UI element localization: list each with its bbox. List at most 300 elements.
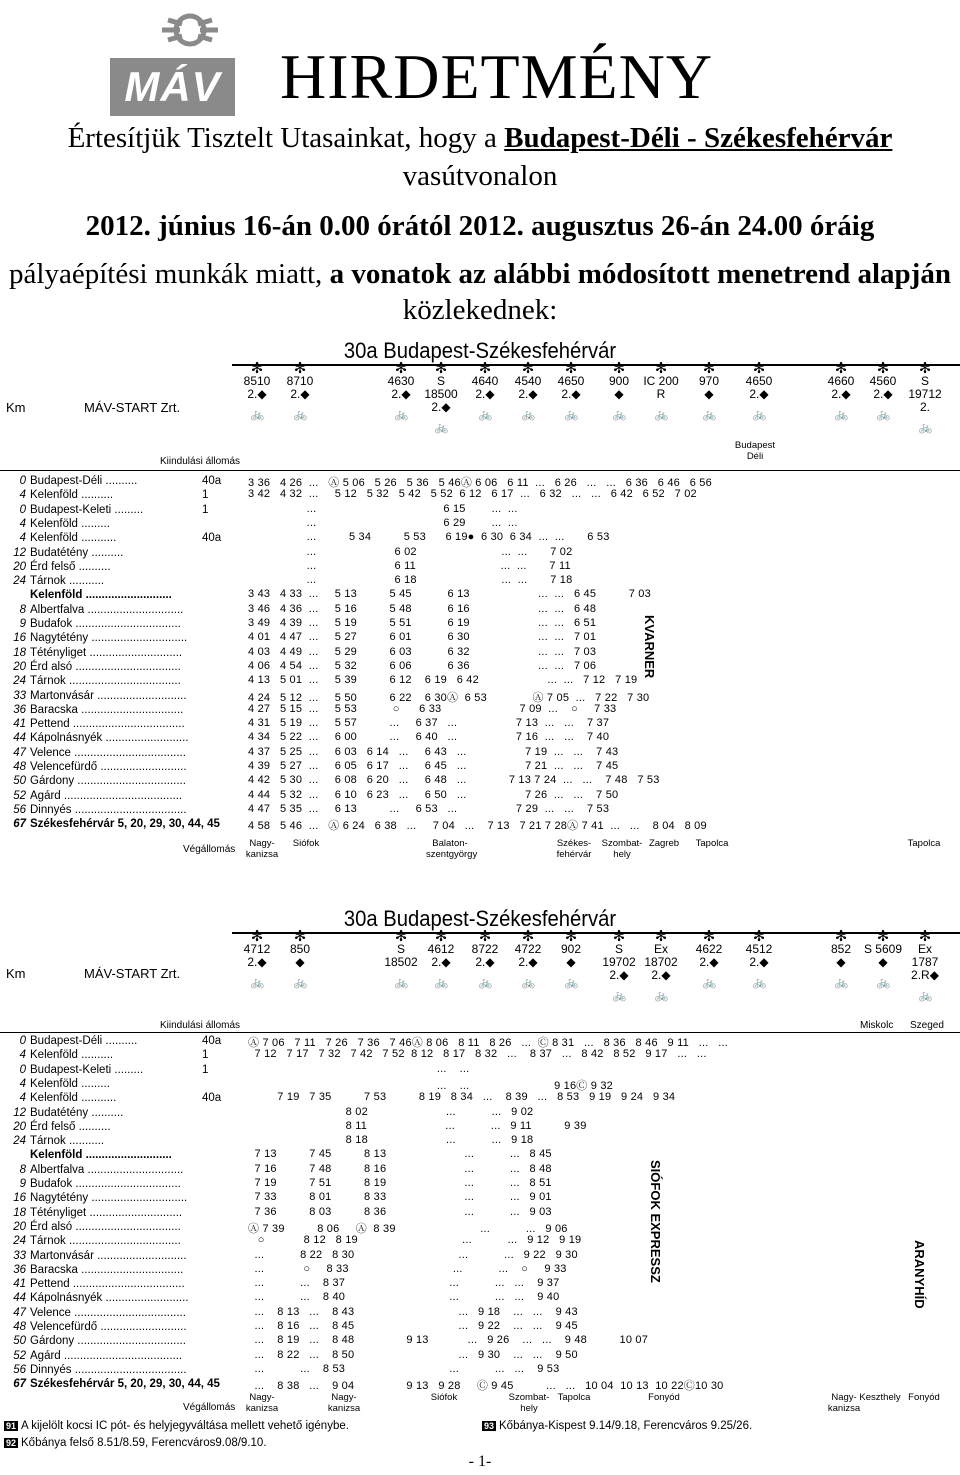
- destination: Nagy-kanizsa: [245, 838, 279, 860]
- station-row: [4, 517, 110, 531]
- snowflake-icon: ✻: [834, 360, 848, 377]
- station-name: Érd felső ..........: [30, 1120, 111, 1133]
- station-km: 24: [13, 675, 26, 688]
- train-header: [862, 362, 904, 422]
- train-class: 2.◆: [290, 387, 310, 401]
- bicycle-icon: 🚲: [876, 977, 890, 989]
- train-header: [279, 362, 321, 422]
- station-ref: 1: [202, 489, 209, 502]
- time-row: ... ... 8 37 ... ... ... 9 37: [248, 1277, 560, 1290]
- station-km: 36: [13, 703, 26, 716]
- train-header: [236, 362, 278, 422]
- train-number: 900: [608, 374, 630, 388]
- train-class: 2.◆: [749, 387, 769, 401]
- time-row: 7 16 7 48 8 16 ... ... 8 48: [248, 1162, 552, 1175]
- train-number: S 19712: [908, 374, 942, 401]
- table2-origin-szeged: Szeged: [910, 1020, 944, 1031]
- station-row: [4, 1191, 187, 1205]
- mav-wing-logo-icon: [160, 8, 220, 53]
- time-row: ... ○ 8 33 ... ... ○ 9 33: [248, 1262, 567, 1275]
- train-number: 4650: [557, 374, 585, 388]
- station-name: Agárd .....................................: [30, 789, 183, 802]
- time-row: ... ... 8 40 ... ... ... 9 40: [248, 1291, 560, 1304]
- train-header: [598, 362, 640, 422]
- station-row: [4, 1077, 110, 1091]
- snowflake-icon: ✻: [394, 360, 408, 377]
- station-name: Nagytétény ..............................: [30, 1192, 188, 1205]
- station-row: [4, 1277, 185, 1291]
- bicycle-icon: 🚲: [654, 990, 668, 1002]
- time-row: ... 6 02 ... ... 7 02: [248, 545, 573, 558]
- station-km: 4: [19, 532, 26, 545]
- table1-from-note: Budapest Déli: [734, 440, 776, 462]
- station-row: [4, 1377, 220, 1391]
- station-row: [4, 474, 222, 488]
- station-km: 47: [13, 1306, 26, 1319]
- train-header: [904, 930, 946, 1003]
- station-ref: 40a: [202, 475, 222, 487]
- station-km: 56: [13, 1363, 26, 1376]
- train-class: 2.R◆: [911, 968, 939, 982]
- train-header: [862, 930, 904, 990]
- train-class: 2.◆: [475, 955, 495, 969]
- bicycle-icon: 🚲: [394, 409, 408, 421]
- time-row: 7 36 8 03 8 36 ... ... 9 03: [248, 1205, 552, 1218]
- bicycle-icon: 🚲: [293, 977, 307, 989]
- reason-a: pályaépítési munkák miatt,: [9, 258, 323, 290]
- train-header: [738, 362, 780, 422]
- station-km: 0: [19, 475, 26, 487]
- train-header: [464, 362, 506, 422]
- snowflake-icon: ✻: [394, 928, 408, 945]
- bicycle-icon: 🚲: [478, 977, 492, 989]
- bicycle-icon: 🚲: [478, 409, 492, 421]
- station-row: [4, 646, 182, 660]
- time-row: ... 6 15 ... ...: [248, 502, 518, 515]
- station-row: [4, 588, 172, 602]
- time-row: ... 8 22 8 30 ... ... 9 22 9 30: [248, 1248, 578, 1261]
- destination: Zagreb: [648, 838, 680, 849]
- train-number: Ex 1787: [911, 942, 939, 969]
- time-row: 7 33 8 01 8 33 ... ... 9 01: [248, 1191, 552, 1204]
- bicycle-icon: 🚲: [250, 977, 264, 989]
- snowflake-icon: ✻: [876, 928, 890, 945]
- station-km: 8: [19, 1163, 26, 1176]
- bicycle-icon: 🚲: [834, 977, 848, 989]
- station-row: [4, 703, 183, 717]
- table2-end-label: Végállomás: [183, 1402, 236, 1413]
- station-km: 18: [13, 1206, 26, 1219]
- station-name: Baracska ................................: [30, 703, 184, 716]
- snowflake-icon: ✻: [702, 928, 716, 945]
- train-class: 2.◆: [518, 955, 538, 969]
- train-number: S 5609: [863, 942, 903, 956]
- time-row: 3 43 4 33 ... 5 13 5 45 6 13 ... ... 6 45 7 03: [248, 588, 651, 601]
- station-row: [4, 1291, 189, 1305]
- station-km: 9: [19, 618, 26, 630]
- reason-b: a vonatok az alábbi módosított menetrend alapján: [329, 258, 951, 290]
- bicycle-icon: 🚲: [918, 422, 932, 434]
- train-number: 4622: [695, 942, 723, 956]
- time-row: 8 18 ... ... 9 18: [248, 1134, 534, 1147]
- time-row: ... 6 11 ... ... 7 11: [248, 559, 571, 572]
- time-row: 8 11 ... ... 9 11 9 39: [248, 1119, 587, 1132]
- intro-end: vasútvonalon: [402, 160, 558, 192]
- station-row: [4, 1363, 187, 1377]
- station-name: Székesfehérvár 5, 20, 29, 30, 44, 45: [30, 818, 220, 831]
- station-name: Budafok .................................: [30, 1178, 181, 1190]
- bicycle-icon: 🚲: [752, 409, 766, 421]
- train-number: 4560: [869, 374, 897, 388]
- train-class: 2.◆: [431, 955, 451, 969]
- station-name: Albertfalva ..............................: [30, 1163, 184, 1176]
- destination: Tapolca: [695, 838, 729, 849]
- note-91: [4, 1420, 349, 1432]
- bicycle-icon: 🚲: [564, 977, 578, 989]
- train-number: 4722: [514, 942, 542, 956]
- intro-text: Értesítjük Tisztelt Utasainkat, hogy a: [67, 122, 497, 154]
- time-row: 4 34 5 22 ... 6 00 ... 6 40 ... 7 16 ... ... 7 40: [248, 731, 610, 744]
- station-km: 12: [13, 1106, 26, 1119]
- station-name: Budapest-Keleti .........: [30, 503, 144, 516]
- snowflake-icon: ✻: [752, 360, 766, 377]
- train-header: [420, 362, 462, 435]
- train-number: 4540: [514, 374, 542, 388]
- station-name: Érd alsó .................................: [30, 1220, 181, 1233]
- station-row: [4, 1120, 111, 1134]
- train-number: 8722: [471, 942, 499, 956]
- mav-logo: [110, 8, 235, 118]
- snowflake-icon: ✻: [612, 360, 626, 377]
- timetable-1-title: 30a Budapest-Székesfehérvár: [343, 338, 617, 363]
- time-row: 3 49 4 39 ... 5 19 5 51 6 19 ... ... 6 51: [248, 617, 597, 629]
- table2-km-label: Km: [6, 966, 26, 981]
- train-class: 2.◆: [247, 955, 267, 969]
- snowflake-icon: ✻: [434, 360, 448, 377]
- station-row: [4, 760, 187, 774]
- station-name: Tárnok ...........: [30, 575, 105, 588]
- station-km: 12: [13, 546, 26, 559]
- station-row: [4, 817, 220, 831]
- station-name: Tétényliget .............................: [30, 1206, 183, 1219]
- station-row: [4, 789, 182, 803]
- station-name: Kelenföld ..........: [30, 489, 114, 502]
- destination: Keszthely: [859, 1392, 901, 1403]
- train-class: ◆: [295, 955, 305, 969]
- snowflake-icon: ✻: [478, 928, 492, 945]
- train-header: [550, 362, 592, 422]
- station-row: [4, 1263, 183, 1277]
- time-row: ... 6 18 ... ... 7 18: [248, 574, 573, 587]
- station-row: [4, 1220, 181, 1234]
- time-row: 3 36 4 26 ... Ⓐ 5 06 5 26 5 36 5 46Ⓐ 6 06 6 11 ... 6 26 ... ... 6 36 6 46 6 56: [248, 477, 712, 489]
- station-km: 44: [13, 1292, 26, 1305]
- station-km: 41: [13, 1278, 26, 1291]
- time-row: 4 27 5 15 ... 5 53 ○ 6 33 7 09 ... ○ 7 33: [248, 702, 617, 715]
- time-row: 8 02 ... ... 9 02: [248, 1105, 534, 1118]
- station-name: Budapest-Déli ..........: [30, 475, 138, 487]
- snowflake-icon: ✻: [918, 928, 932, 945]
- time-row: 4 42 5 30 ... 6 08 6 20 ... 6 48 ... 7 13 7 24 ... ... 7 48 7 53: [248, 774, 660, 787]
- station-name: Kápolnásnyék ..........................: [30, 732, 189, 745]
- bicycle-icon: 🚲: [612, 990, 626, 1002]
- destination: Szombat-hely: [601, 838, 643, 860]
- station-row: [4, 731, 189, 745]
- station-row: [4, 631, 187, 645]
- train-class: 2.◆: [609, 968, 629, 982]
- station-name: Érd felső ..........: [30, 560, 111, 573]
- bicycle-icon: 🚲: [564, 409, 578, 421]
- bicycle-icon: 🚲: [702, 409, 716, 421]
- station-km: 67: [13, 818, 26, 831]
- station-name: Albertfalva ..............................: [30, 603, 184, 616]
- bicycle-icon: 🚲: [918, 990, 932, 1002]
- train-class: ◆: [614, 387, 624, 401]
- destination: Nagy-kanizsa: [327, 1392, 361, 1414]
- snowflake-icon: ✻: [478, 360, 492, 377]
- station-km: 44: [13, 732, 26, 745]
- station-km: 0: [19, 1035, 26, 1047]
- train-header: [688, 930, 730, 990]
- station-km: 36: [13, 1263, 26, 1276]
- station-name: Gárdony ..................................: [30, 1335, 186, 1348]
- station-name: Velence ...................................: [30, 1306, 186, 1319]
- station-km: 8: [19, 603, 26, 616]
- train-class: 2.◆: [518, 387, 538, 401]
- station-km: 24: [13, 1235, 26, 1248]
- kvarner-label: KVARNER: [642, 615, 657, 679]
- station-row: [4, 503, 209, 517]
- station-row: [4, 1320, 187, 1334]
- bicycle-icon: 🚲: [876, 409, 890, 421]
- snowflake-icon: ✻: [654, 360, 668, 377]
- snowflake-icon: ✻: [293, 360, 307, 377]
- station-row: [4, 531, 222, 545]
- time-row: 4 39 5 27 ... 6 05 6 17 ... 6 45 ... 7 21 ... ... 7 45: [248, 760, 619, 772]
- note-93-text: Kőbánya-Kispest 9.14/9.18, Ferencváros 9.25/26.: [499, 1420, 753, 1432]
- train-number: S 18502: [384, 942, 418, 969]
- station-row: [4, 717, 185, 731]
- train-class: ◆: [878, 955, 888, 969]
- destination: Balaton-szentgyörgy: [426, 838, 478, 860]
- time-row: 4 01 4 47 ... 5 27 6 01 6 30 ... ... 7 01: [248, 631, 597, 644]
- note-92-text: Kőbánya felső 8.51/8.59, Ferencváros9.08/9.10.: [21, 1437, 267, 1449]
- station-row: [4, 1177, 181, 1191]
- time-row: 7 12 7 17 7 32 7 42 7 52 8 12 8 17 8 32 ... 8 37 ... 8 42 8 52 9 17 ... ...: [248, 1048, 707, 1061]
- table2-origin-miskolc: Miskolc: [860, 1020, 894, 1031]
- bicycle-icon: 🚲: [702, 977, 716, 989]
- train-header: [820, 930, 862, 990]
- station-row: [4, 1134, 104, 1148]
- time-row: ○ 8 12 8 19 ... ... 9 12 9 19: [248, 1234, 582, 1247]
- snowflake-icon: ✻: [250, 928, 264, 945]
- station-name: Budapest-Keleti .........: [30, 1063, 144, 1076]
- table2-operator: MÁV-START Zrt.: [84, 966, 181, 981]
- time-row: 4 37 5 25 ... 6 03 6 14 ... 6 43 ... 7 19 ... ... 7 43: [248, 745, 619, 758]
- note-93-badge: 93: [484, 1421, 495, 1431]
- train-number: 970: [698, 374, 720, 388]
- train-number: 4640: [471, 374, 499, 388]
- time-row: ... 8 22 ... 8 50 ... 9 30 ... ... 9 50: [248, 1348, 578, 1361]
- note-93: [482, 1420, 752, 1432]
- bicycle-icon: 🚲: [394, 977, 408, 989]
- time-row: Ⓐ 7 06 7 11 7 26 7 36 7 46Ⓐ 8 06 8 11 8 26 ... Ⓒ 8 31 ... 8 36 8 46 9 11 ... ...: [248, 1037, 729, 1049]
- station-km: 24: [13, 575, 26, 588]
- train-number: 8510: [243, 374, 271, 388]
- station-name: Dinnyés ...................................: [30, 803, 187, 816]
- time-row: ... 8 19 ... 8 48 9 13 ... 9 26 ... ... 9 48 10 07: [248, 1334, 649, 1347]
- time-row: ... ... 8 53 ... ... ... 9 53: [248, 1362, 560, 1375]
- train-number: 8710: [286, 374, 314, 388]
- train-number: Ex 18702: [644, 942, 678, 969]
- snowflake-icon: ✻: [293, 928, 307, 945]
- destination: Nagy-kanizsa: [827, 1392, 861, 1414]
- destination: Tapolca: [557, 1392, 591, 1403]
- logo-text: MÁV: [110, 58, 235, 116]
- station-km: 33: [13, 1249, 26, 1262]
- station-km: 50: [13, 775, 26, 788]
- snowflake-icon: ✻: [434, 928, 448, 945]
- reason-line: [0, 258, 960, 291]
- bicycle-icon: 🚲: [654, 409, 668, 421]
- table1-rule: [0, 470, 960, 471]
- train-header: [507, 362, 549, 422]
- station-name: Budatétény ..........: [30, 1106, 124, 1119]
- station-ref: 1: [202, 503, 209, 516]
- station-row: [4, 674, 181, 688]
- snowflake-icon: ✻: [564, 928, 578, 945]
- time-row: ... ... 9 16Ⓒ 9 32: [248, 1079, 613, 1092]
- station-row: [4, 1063, 209, 1077]
- bicycle-icon: 🚲: [250, 409, 264, 421]
- train-number: 4630: [387, 374, 415, 388]
- train-header: [279, 930, 321, 990]
- table2-rule: [0, 1032, 960, 1033]
- train-header: [507, 930, 549, 990]
- train-class: 2.◆: [651, 968, 671, 982]
- train-class: 2.◆: [475, 387, 495, 401]
- destination: Fonyód: [648, 1392, 680, 1403]
- time-row: 4 24 5 12 ... 5 50 6 22 6 30Ⓐ 6 53 Ⓐ 7 05 ... 7 22 7 30: [248, 691, 650, 704]
- time-row: 3 42 4 32 ... 5 12 5 32 5 42 5 52 6 12 6 17 ... 6 32 ... ... 6 42 6 52 7 02: [248, 488, 697, 501]
- station-name: Kelenföld ...........: [30, 1092, 117, 1105]
- train-header: [236, 930, 278, 990]
- station-row: [4, 574, 104, 588]
- station-ref: 1: [202, 1049, 209, 1062]
- station-row: [4, 1234, 181, 1248]
- station-km: 56: [13, 803, 26, 816]
- station-km: 50: [13, 1335, 26, 1348]
- station-km: 41: [13, 718, 26, 731]
- table1-operator: MÁV-START Zrt.: [84, 400, 181, 415]
- station-km: 0: [19, 1063, 26, 1076]
- station-name: Kelenföld ...........................: [30, 589, 172, 602]
- station-name: Velence ...................................: [30, 746, 186, 759]
- station-row: [4, 1349, 182, 1363]
- station-ref: 1: [202, 1063, 209, 1076]
- station-name: Martonvásár ............................: [30, 1249, 187, 1262]
- station-name: Tárnok ...................................: [30, 1235, 181, 1248]
- station-km: 0: [19, 503, 26, 516]
- station-name: Pettend ...................................: [30, 1278, 185, 1291]
- time-row: ... 8 16 ... 8 45 ... 9 22 ... ... 9 45: [248, 1320, 578, 1332]
- table2-start-label: Kiindulási állomás: [160, 1020, 241, 1031]
- train-number: 4612: [427, 942, 455, 956]
- train-number: S 18500: [424, 374, 458, 401]
- train-header: [640, 930, 682, 1003]
- time-row: ... 8 13 ... 8 43 ... 9 18 ... ... 9 43: [248, 1305, 578, 1318]
- train-header: [640, 362, 682, 422]
- station-km: 20: [13, 1120, 26, 1133]
- station-row: [4, 746, 186, 760]
- station-row: [4, 1206, 182, 1220]
- timetable-2-title: 30a Budapest-Székesfehérvár: [343, 906, 617, 931]
- time-row: 4 44 5 32 ... 6 10 6 23 ... 6 50 ... 7 26 ... ... 7 50: [248, 788, 619, 801]
- note-92: [4, 1437, 267, 1449]
- station-name: Kelenföld ..........: [30, 1049, 114, 1062]
- snowflake-icon: ✻: [918, 360, 932, 377]
- time-row: ... 5 34 5 53 6 19● 6 30 6 34 ... ... 6 53: [248, 531, 610, 544]
- station-row: [4, 1249, 187, 1263]
- station-km: 48: [13, 1321, 26, 1333]
- station-name: Kelenföld .........: [30, 517, 110, 530]
- time-row: 4 31 5 19 ... 5 57 ... 6 37 ... 7 13 ... ... 7 37: [248, 717, 610, 730]
- time-row: ... 6 29 ... ...: [248, 516, 518, 529]
- station-name: Baracska ................................: [30, 1263, 184, 1276]
- station-name: Budatétény ..........: [30, 546, 124, 559]
- snowflake-icon: ✻: [654, 928, 668, 945]
- train-number: S 19702: [602, 942, 636, 969]
- station-row: [4, 803, 187, 817]
- time-row: 7 13 7 45 8 13 ... ... 8 45: [248, 1148, 552, 1161]
- table1-start-label: Kiindulási állomás: [160, 456, 241, 467]
- train-number: 850: [289, 942, 311, 956]
- train-header: [420, 930, 462, 990]
- train-class: ◆: [704, 387, 714, 401]
- reason-c: közlekednek:: [402, 294, 558, 326]
- station-row: [4, 603, 183, 617]
- train-number: 4512: [745, 942, 773, 956]
- snowflake-icon: ✻: [752, 928, 766, 945]
- station-row: [4, 1334, 186, 1348]
- station-row: [4, 1148, 172, 1162]
- train-class: 2.◆: [831, 387, 851, 401]
- train-header: [380, 930, 422, 990]
- station-name: Budafok .................................: [30, 618, 181, 630]
- station-name: Dinnyés ...................................: [30, 1363, 187, 1376]
- note-91-text: A kijelölt kocsi IC pót- és helyjegyváltása mellett vehető igénybe.: [21, 1420, 349, 1432]
- snowflake-icon: ✻: [521, 360, 535, 377]
- time-row: 3 46 4 36 ... 5 16 5 48 6 16 ... ... 6 48: [248, 602, 597, 615]
- time-row: 4 47 5 35 ... 6 13 ... 6 53 ... 7 29 ... ... 7 53: [248, 802, 610, 815]
- destination: Székes-fehérvár: [556, 838, 592, 860]
- train-class: 2.: [919, 400, 930, 414]
- station-km: 48: [13, 761, 26, 773]
- train-header: [738, 930, 780, 990]
- bicycle-icon: 🚲: [752, 977, 766, 989]
- station-row: [4, 488, 209, 502]
- train-number: 4650: [745, 374, 773, 388]
- snowflake-icon: ✻: [834, 928, 848, 945]
- train-header: [904, 362, 946, 435]
- train-header: [688, 362, 730, 422]
- destination: Nagy-kanizsa: [245, 1392, 279, 1414]
- train-class: 2.◆: [431, 400, 451, 414]
- note-91-badge: 91: [6, 1421, 17, 1431]
- station-km: 9: [19, 1178, 26, 1190]
- train-number: 4660: [827, 374, 855, 388]
- time-row: Ⓐ 7 39 8 06 Ⓐ 8 39 ... ... 9 06: [248, 1222, 568, 1235]
